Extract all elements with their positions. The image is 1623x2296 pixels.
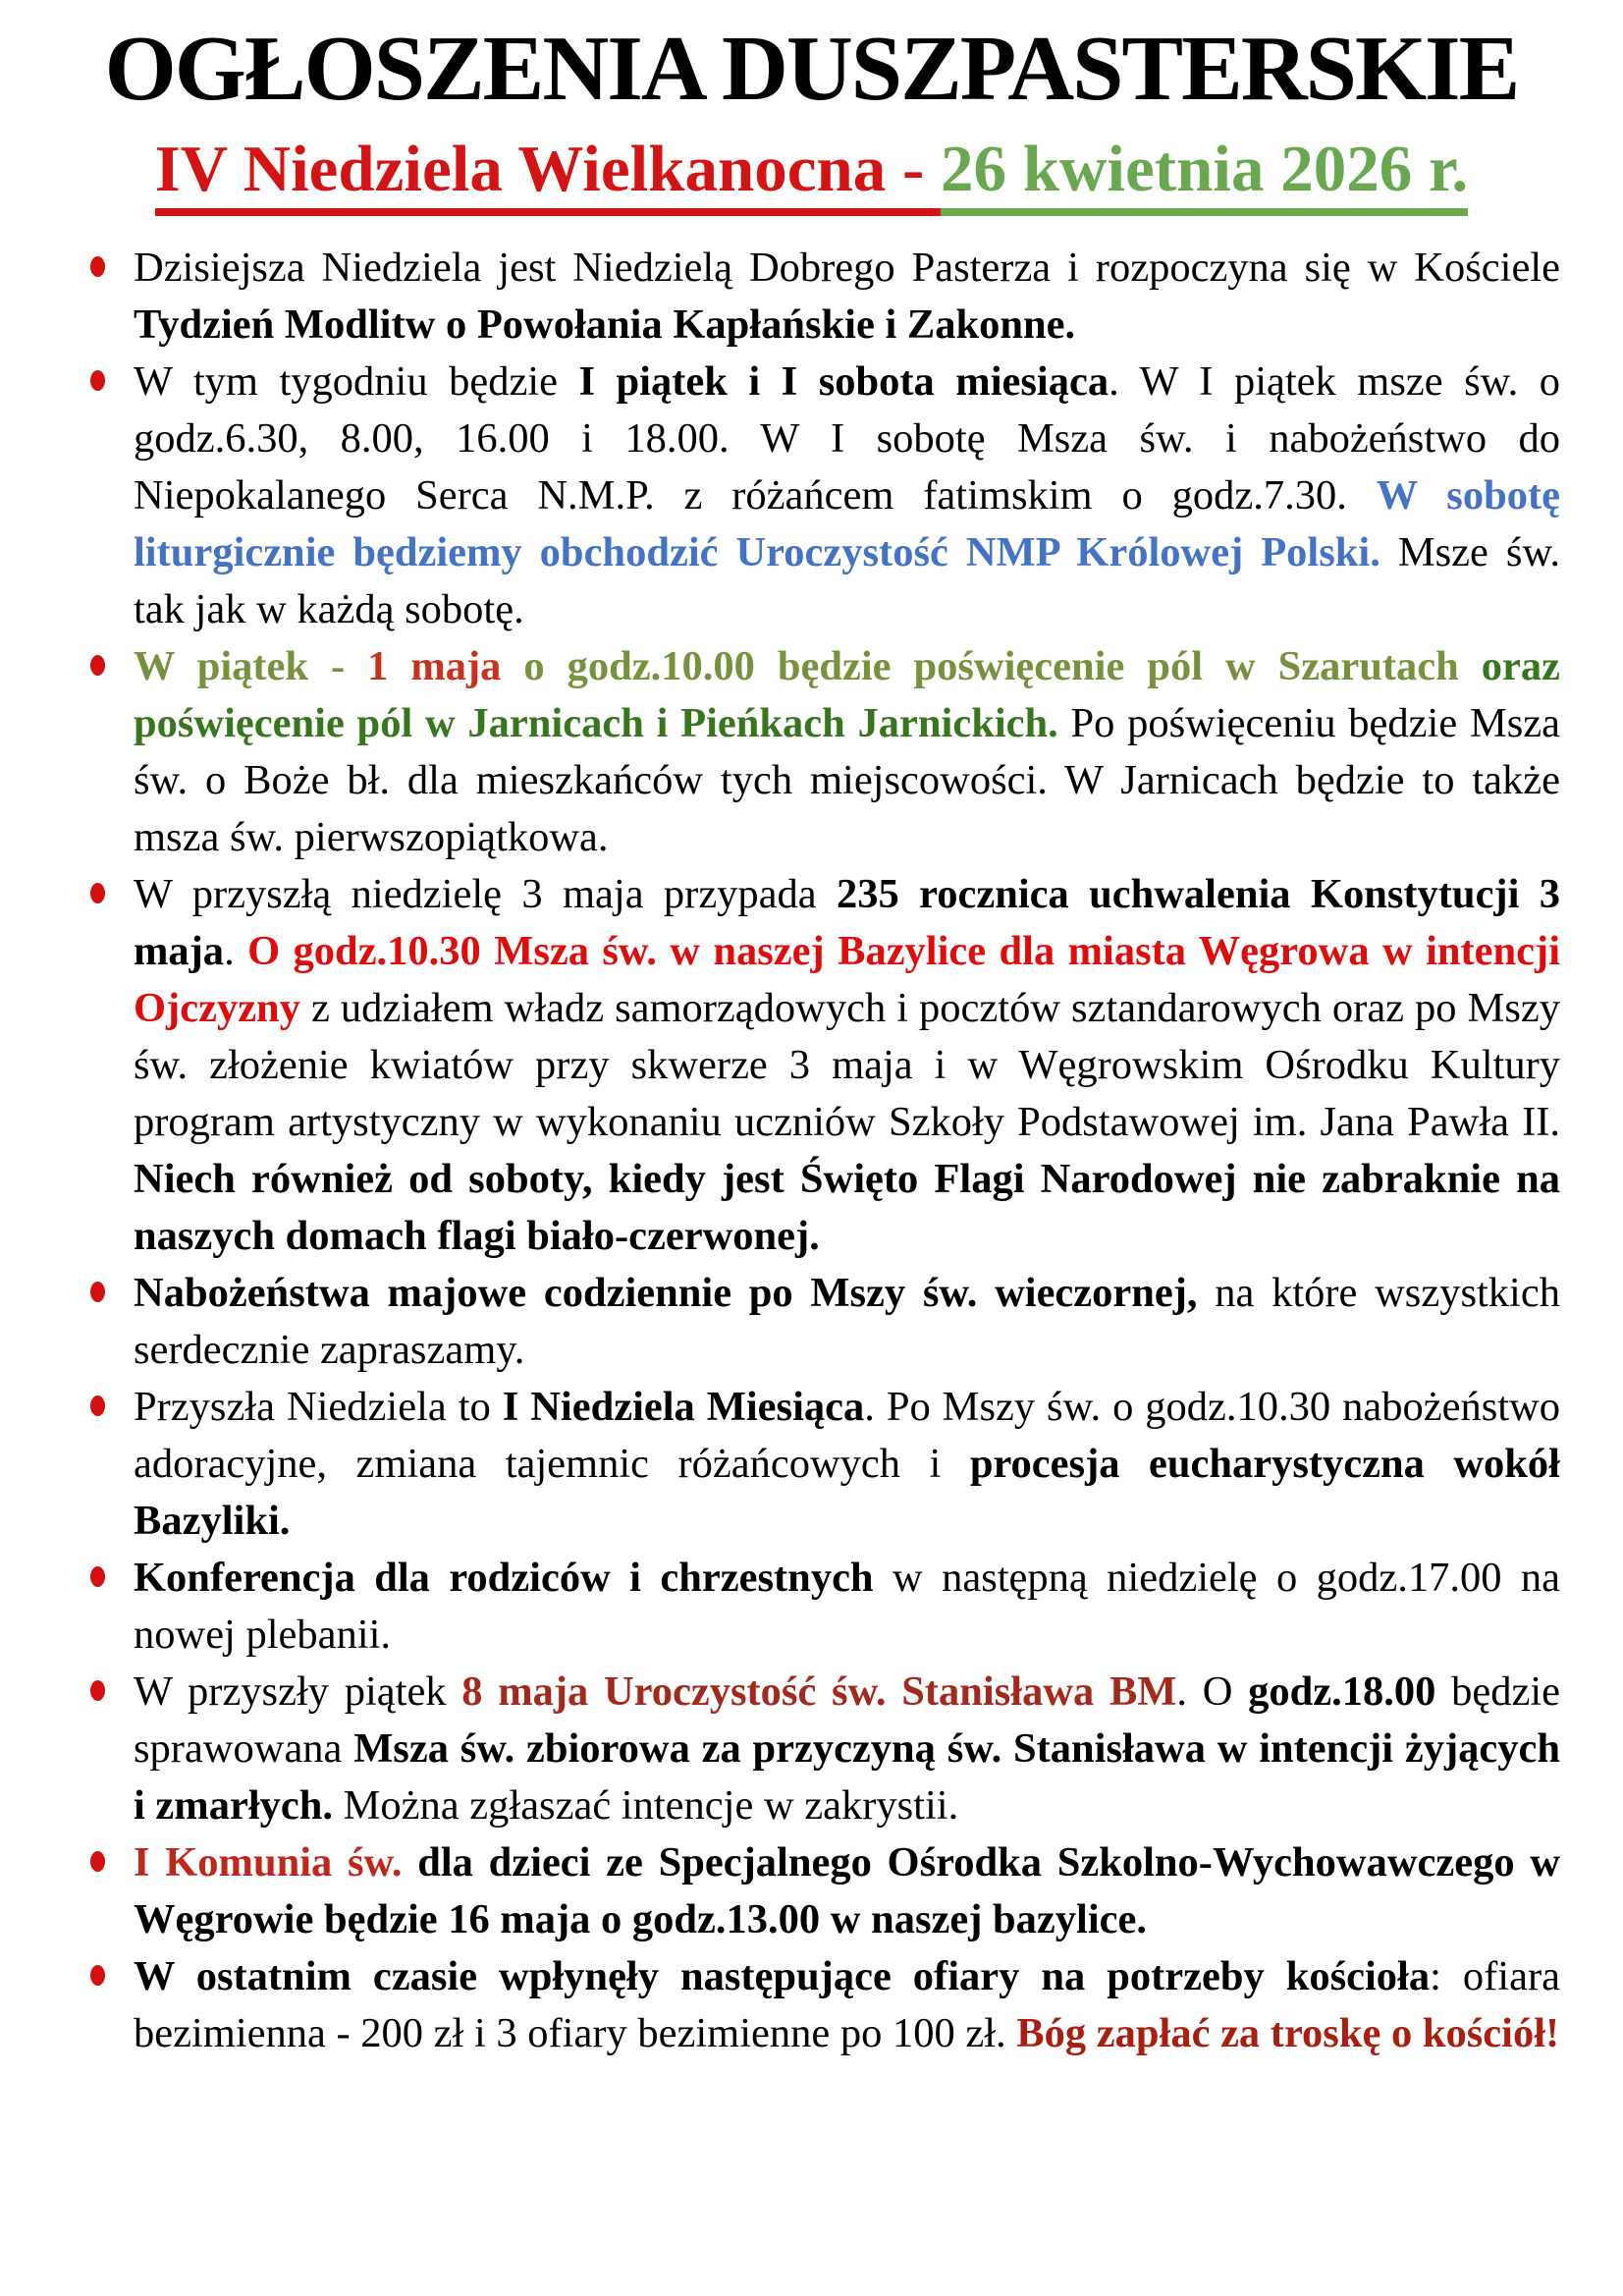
text-run-brick-bold: 8 maja Uroczystość św. Stanisława BM <box>461 1668 1177 1715</box>
text-run-normal: W przyszłą niedzielę 3 maja przypada <box>134 871 838 917</box>
page-subtitle <box>0 124 1623 214</box>
text-run-normal: . <box>224 928 248 974</box>
text-run-blue-bold: W sobotę liturgicznie będziemy obchodzić Uroczystość NMP Królowej Polski. <box>134 472 1560 575</box>
text-run-normal: W tym tygodniu będzie <box>134 358 579 405</box>
announcement-item <box>134 1948 1560 2062</box>
text-run-olive-bold: W piątek - <box>134 643 368 689</box>
announcement-item <box>134 1265 1560 1379</box>
text-run-bold: I piątek i I sobota miesiąca <box>578 358 1109 405</box>
announcement-item <box>134 240 1560 354</box>
text-run-bold: dla dzieci ze Specjalnego Ośrodka Szkolno-Wychowawczego w Węgrowie będzie 16 maja o godz.13.00 w naszej bazylice. <box>134 1839 1561 1942</box>
text-run-normal: : ofiara bezimienna - 200 zł i 3 ofiary bezimienne po 100 zł. <box>134 1953 1560 2056</box>
text-run-olive-bold: o godz.10.00 będzie poświęcenie pól w Szarutach <box>523 643 1482 689</box>
text-run-bold: Tydzień Modlitw o Powołania Kapłańskie i Zakonne. <box>134 301 1076 348</box>
announcement-item <box>134 866 1560 1265</box>
text-run-red-bold: O godz.10.30 Msza św. w naszej Bazylice dla miasta Węgrowa w intencji Ojczyzny <box>134 928 1561 1031</box>
announcement-item <box>134 1664 1560 1834</box>
text-run-normal: W przyszły piątek <box>134 1668 462 1715</box>
text-run-normal: . W I piątek msze św. o godz.6.30, 8.00, 16.00 i 18.00. W I sobotę Msza św. i nabożeństwo do Niepokalanego Serca N.M.P. z różańcem fatimskim o godz.7.30. <box>134 358 1560 519</box>
subtitle-date: 26 kwietnia 2026 r. <box>941 133 1468 216</box>
text-run-komunia-bold: I Komunia św. <box>134 1839 403 1886</box>
text-run-darkred-bold: Bóg zapłać za troskę o kościół! <box>1016 2010 1560 2056</box>
text-run-normal: Można zgłaszać intencje w zakrystii. <box>333 1782 959 1829</box>
text-run-bold: Niech również od soboty, kiedy jest Święto Flagi Narodowej nie zabraknie na naszych domach flagi biało-czerwonej. <box>134 1156 1560 1259</box>
subtitle-sunday-name: IV Niedziela Wielkanocna - <box>155 133 941 216</box>
text-run-bold: godz.18.00 <box>1248 1668 1436 1715</box>
text-run-normal: Dzisiejsza Niedziela jest Niedzielą Dobrego Pasterza i rozpoczyna się w Kościele <box>134 245 1560 291</box>
announcement-item <box>134 354 1560 638</box>
page-title: OGŁOSZENIA DUSZPASTERSKIE <box>104 18 1519 120</box>
text-run-normal: z udziałem władz samorządowych i pocztów sztandarowych oraz po Mszy św. złożenie kwiatów przy skwerze 3 maja i w Węgrowskim Ośrodku Kultury program artystyczny w wykonaniu uczniów Szkoły Podstawowej im. Jana Pawła II. <box>134 985 1560 1145</box>
text-run-normal: Przyszła Niedziela to <box>134 1384 503 1430</box>
text-run-normal: w następną niedzielę o godz.17.00 na nowej plebanii. <box>134 1555 1560 1658</box>
text-run-normal: na które wszystkich serdecznie zapraszamy. <box>134 1270 1560 1373</box>
text-run-normal: Msze św. tak jak w każdą sobotę. <box>134 529 1560 632</box>
text-run-normal: . O <box>1176 1668 1249 1715</box>
text-run-normal: będzie sprawowana <box>134 1668 1560 1772</box>
announcement-item <box>134 1550 1560 1664</box>
announcement-item <box>134 1834 1560 1948</box>
announcements-list <box>0 240 1623 2062</box>
text-run-green-bold: oraz poświęcenie pól w Jarnicach i Pieńkach Jarnickich. <box>134 643 1560 746</box>
text-run-bold: Konferencja dla rodziców i chrzestnych <box>134 1555 874 1601</box>
text-run-bold: W ostatnim czasie wpłynęły następujące ofiary na potrzeby kościoła <box>134 1953 1431 1999</box>
text-run-mayred-bold: 1 maja <box>367 643 524 689</box>
announcement-item <box>134 1379 1560 1550</box>
text-run-bold: procesja eucharystyczna wokół Bazyliki. <box>134 1441 1560 1544</box>
text-run-normal: Po poświęceniu będzie Msza św. o Boże bł. dla mieszkańców tych miejscowości. W Jarnicach będzie to także msza św. pierwszopiątkowa. <box>134 700 1560 860</box>
text-run-bold: Nabożeństwa majowe codziennie po Mszy św. wieczornej, <box>134 1270 1198 1316</box>
announcement-item <box>134 638 1560 866</box>
text-run-bold: 235 rocznica uchwalenia Konstytucji 3 maja <box>134 871 1560 974</box>
text-run-bold: Msza św. zbiorowa za przyczyną św. Stanisława w intencji żyjących i zmarłych. <box>134 1725 1560 1829</box>
text-run-bold: I Niedziela Miesiąca <box>502 1384 865 1430</box>
text-run-normal: . Po Mszy św. o godz.10.30 nabożeństwo adoracyjne, zmiana tajemnic różańcowych i <box>134 1384 1560 1487</box>
